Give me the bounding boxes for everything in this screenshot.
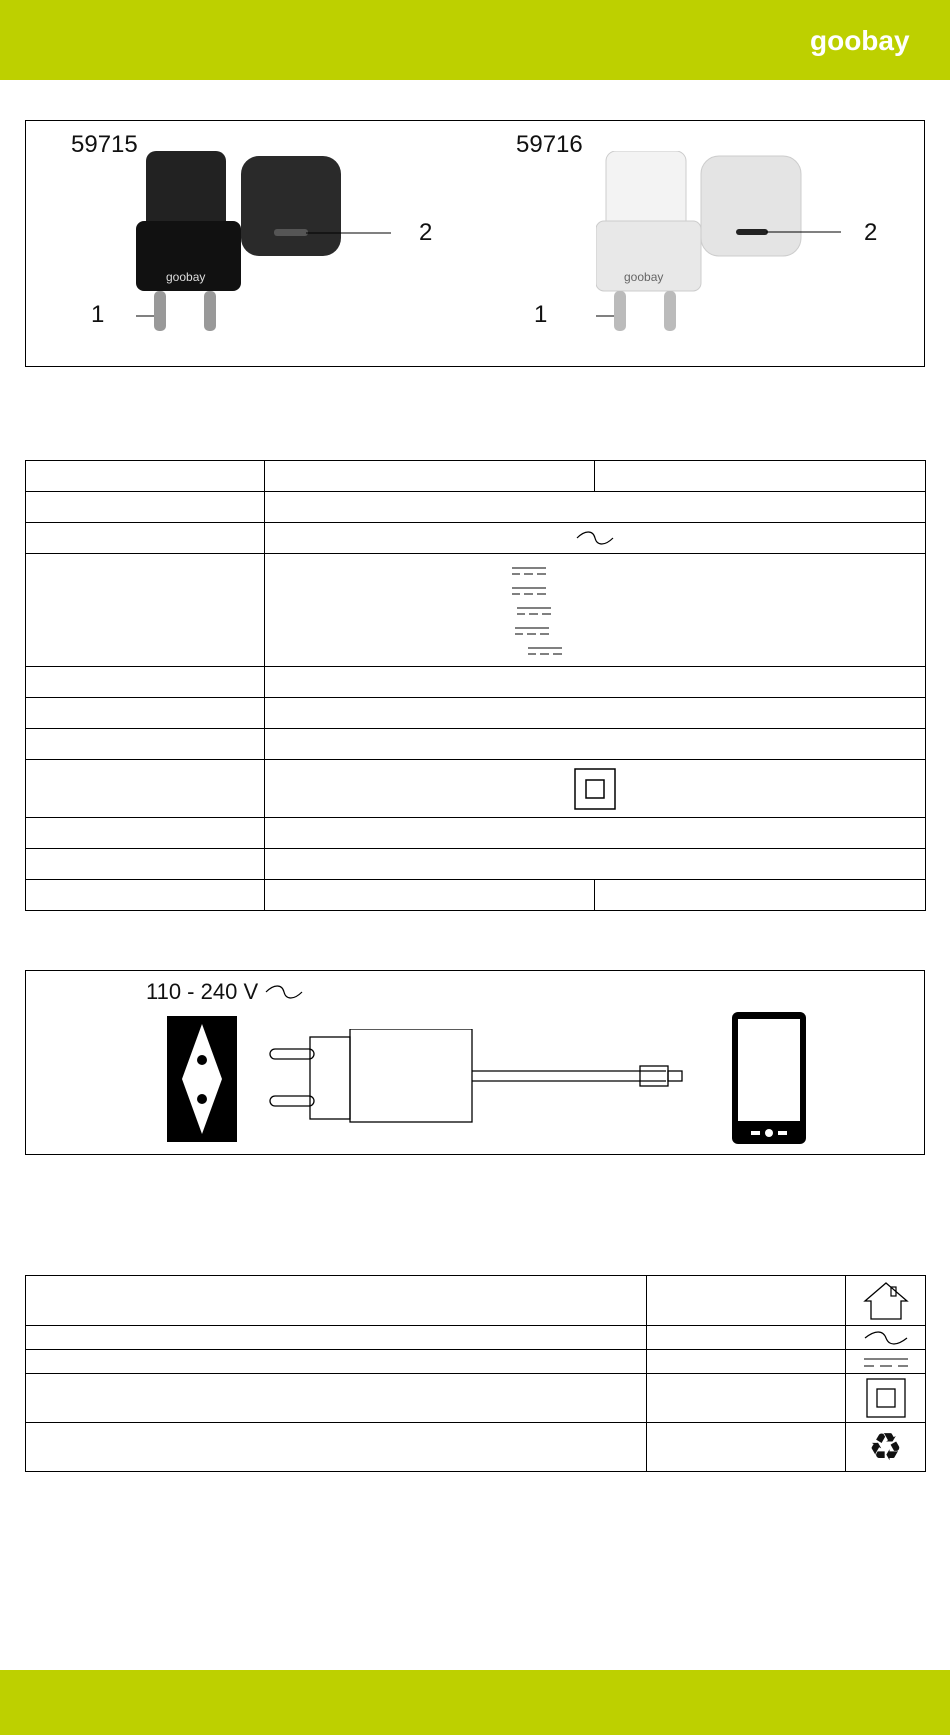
symbol-table: [25, 1275, 926, 1472]
voltage-label: [146, 979, 304, 1005]
protection-class-ii-icon: [866, 1378, 906, 1418]
table-row: [26, 760, 926, 818]
house-icon: [863, 1281, 909, 1321]
table-row: [26, 492, 926, 523]
svg-text:goobay: goobay: [624, 270, 664, 284]
recycling-icon: ♻: [868, 1425, 903, 1469]
table-row: [26, 461, 926, 492]
connection-diagram: [25, 970, 925, 1155]
svg-text:goobay: goobay: [166, 270, 206, 284]
table-row: [26, 729, 926, 760]
ac-symbol-icon: [264, 983, 304, 1001]
table-row: [26, 667, 926, 698]
goobay-logo-icon: [810, 22, 930, 58]
table-row: [26, 818, 926, 849]
dc-symbol-icon: [512, 560, 572, 660]
table-row: [26, 849, 926, 880]
callout-2-black: 2: [419, 219, 433, 246]
table-row: [26, 880, 926, 911]
table-row: [26, 698, 926, 729]
ac-symbol-icon: [863, 1330, 909, 1346]
charger-white-image: [596, 151, 896, 351]
callout-1-black: 1: [91, 301, 105, 328]
callout-1-white: 1: [534, 301, 548, 328]
smartphone-icon: [731, 1011, 807, 1145]
header-bar: [0, 0, 950, 80]
model-number-59716: 59716: [516, 131, 583, 158]
product-figure: [25, 120, 925, 367]
brand-text: goobay: [810, 25, 910, 56]
table-row: [26, 523, 926, 554]
voltage-text: 110 - 240 V: [146, 979, 259, 1004]
table-row: [26, 554, 926, 667]
dc-symbol-icon: [862, 1354, 910, 1370]
table-row: [26, 1423, 926, 1472]
table-row: [26, 1350, 926, 1374]
model-number-59715: 59715: [71, 131, 138, 158]
eu-socket-icon: [167, 1016, 237, 1142]
ac-symbol-icon: [575, 529, 615, 547]
table-row: [26, 1374, 926, 1423]
footer-bar: [0, 1670, 950, 1735]
callout-2-white: 2: [864, 219, 878, 246]
charger-black-image: [136, 151, 436, 351]
table-row: [26, 1276, 926, 1326]
protection-class-ii-icon: [574, 768, 616, 810]
charger-icon: [266, 1029, 696, 1139]
spec-table: [25, 460, 926, 911]
table-row: [26, 1326, 926, 1350]
